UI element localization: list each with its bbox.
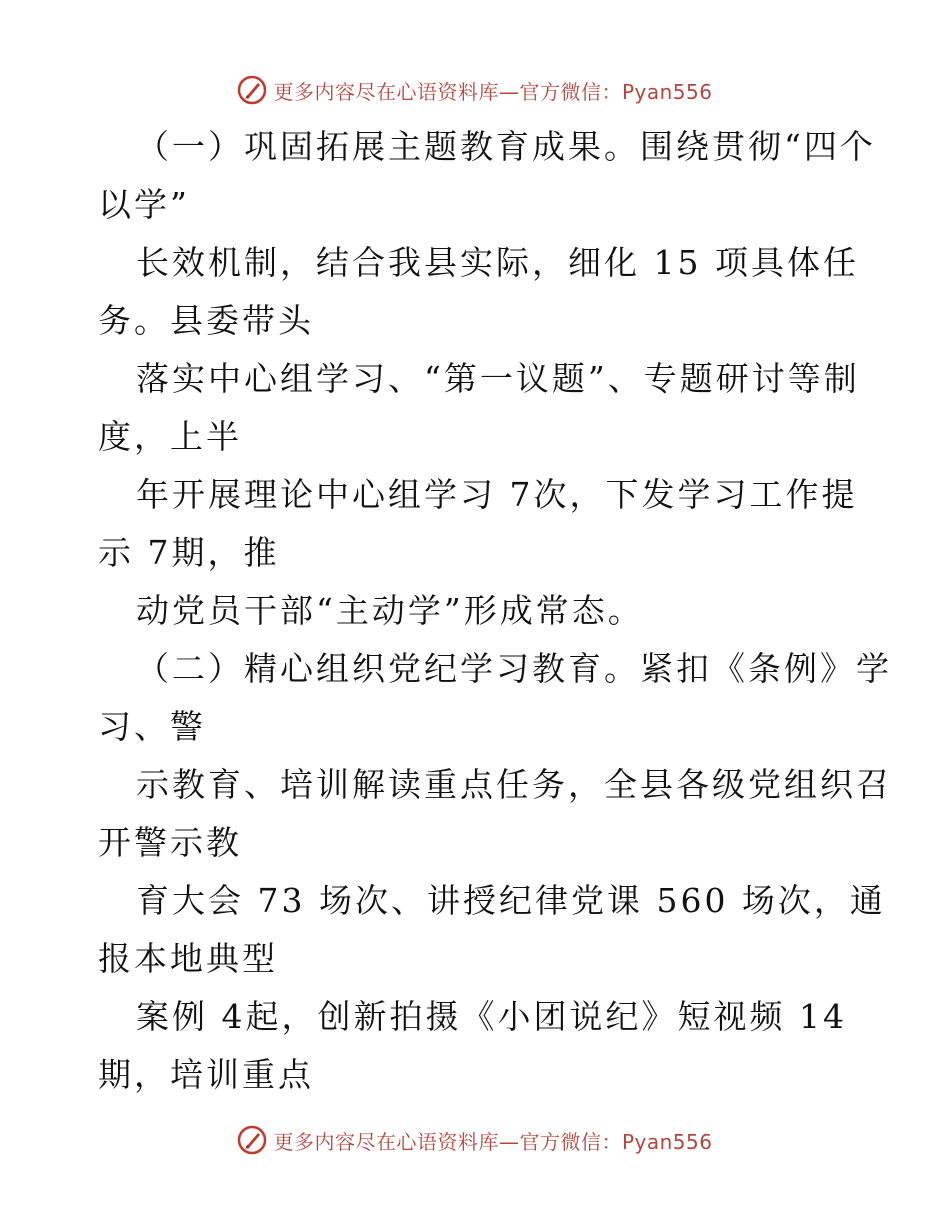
text-line: （一）巩固拓展主题教育成果。围绕贯彻“四个 bbox=[136, 127, 876, 166]
watermark-text: 更多内容尽在心语资料库—官方微信：Pyan556 bbox=[273, 1129, 713, 1154]
quill-logo-icon bbox=[237, 75, 267, 105]
text-line: 动党员干部“主动学”形成常态。 bbox=[136, 591, 644, 630]
quill-logo-icon bbox=[237, 1125, 267, 1155]
text-line: 示 7期，推 bbox=[98, 533, 280, 572]
text-line: 长效机制，结合我县实际，细化 15 项具体任 bbox=[136, 243, 859, 282]
text-line: 习、警 bbox=[98, 707, 206, 746]
text-line: 务。县委带头 bbox=[98, 301, 314, 340]
text-line: 育大会 73 场次、讲授纪律党课 560 场次，通 bbox=[136, 881, 886, 920]
text-line: 案例 4起，创新拍摄《小团说纪》短视频 14 bbox=[136, 997, 847, 1036]
footer-watermark bbox=[0, 1120, 950, 1160]
text-line: 以学” bbox=[98, 185, 190, 224]
text-line: 示教育、培训解读重点任务，全县各级党组织召 bbox=[136, 765, 892, 804]
watermark-text: 更多内容尽在心语资料库—官方微信：Pyan556 bbox=[273, 79, 713, 104]
text-line: 落实中心组学习、“第一议题”、专题研讨等制 bbox=[136, 359, 860, 398]
text-line: 开警示教 bbox=[98, 823, 242, 862]
text-line: 报本地典型 bbox=[98, 939, 278, 978]
text-line: 度，上半 bbox=[98, 417, 242, 456]
text-line: 期，培训重点 bbox=[98, 1055, 314, 1094]
text-line: （二）精心组织党纪学习教育。紧扣《条例》学 bbox=[136, 649, 892, 688]
header-watermark bbox=[0, 70, 950, 110]
document-body bbox=[98, 118, 892, 1104]
text-line: 年开展理论中心组学习 7次，下发学习工作提 bbox=[136, 475, 858, 514]
